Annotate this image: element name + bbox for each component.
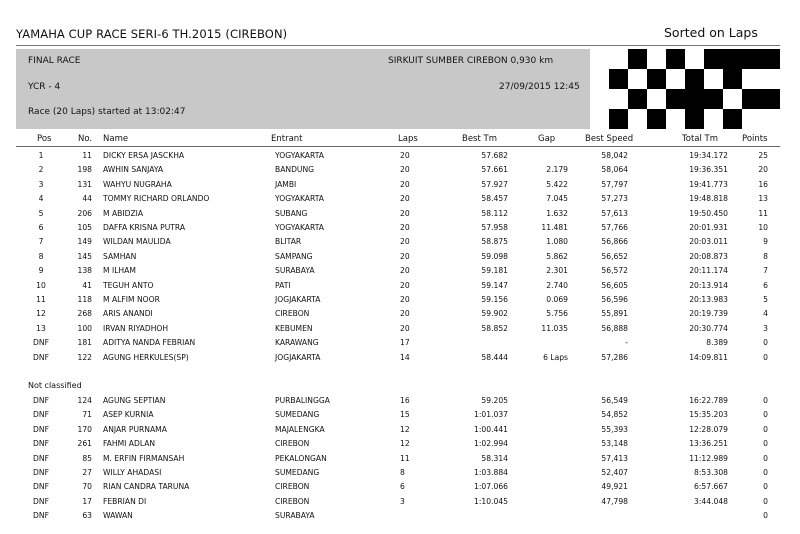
cell-total: 19:50.450 — [689, 208, 728, 218]
table-row — [0, 237, 800, 250]
cell-best: 1:07.066 — [474, 482, 508, 492]
cell-speed: 56,572 — [601, 266, 628, 276]
cell-speed: 58,064 — [601, 165, 628, 175]
cell-no: 27 — [82, 468, 92, 477]
cell-speed: 57,797 — [601, 179, 628, 189]
cell-total: 20:19.739 — [689, 309, 728, 319]
cell-no: 124 — [77, 396, 92, 405]
race-name: FINAL RACE — [28, 56, 81, 66]
cell-points: 0 — [763, 396, 768, 405]
cell-no: 71 — [82, 410, 92, 420]
cell-pos: 11 — [36, 295, 46, 304]
cell-total: 8:53.308 — [694, 468, 728, 477]
cell-laps: 20 — [400, 251, 410, 261]
header-divider — [16, 146, 780, 147]
checkered-flag — [590, 49, 780, 129]
cell-no: 206 — [77, 208, 92, 218]
cell-no: 181 — [77, 338, 92, 348]
cell-laps: 20 — [400, 179, 410, 189]
cell-laps: 17 — [400, 338, 410, 348]
cell-speed: 53,148 — [601, 439, 628, 449]
cell-total: 8.389 — [706, 338, 728, 348]
cell-speed: 52,407 — [601, 468, 628, 477]
cell-speed: 55,891 — [601, 309, 628, 319]
cell-entrant: CIREBON — [275, 439, 310, 449]
cell-total: 13:36.251 — [689, 439, 728, 449]
cell-pos: DNF — [33, 511, 49, 521]
cell-entrant: SURABAYA — [275, 266, 315, 276]
cell-best: 57.661 — [481, 165, 508, 175]
cell-entrant: BLITAR — [275, 237, 302, 247]
cell-no: 198 — [77, 165, 92, 175]
cell-name: DAFFA KRISNA PUTRA — [103, 223, 186, 232]
cell-name: M ILHAM — [103, 266, 136, 276]
table-row — [0, 266, 800, 279]
cell-gap: 2.179 — [546, 165, 568, 175]
cell-laps: 14 — [400, 352, 410, 362]
cell-name: ASEP KURNIA — [103, 410, 154, 420]
cell-name: ARIS ANANDI — [103, 309, 153, 319]
cell-points: 0 — [763, 352, 768, 362]
cell-gap: 11.481 — [541, 223, 568, 232]
cell-name: WILDAN MAULIDA — [103, 237, 171, 247]
cell-points: 0 — [763, 453, 768, 463]
cell-no: 149 — [77, 237, 92, 247]
cell-points: 6 — [763, 280, 768, 290]
cell-no: 131 — [77, 179, 92, 189]
cell-laps: 20 — [400, 309, 410, 319]
cell-laps: 3 — [400, 496, 405, 506]
cell-best: 59.205 — [481, 396, 508, 405]
cell-total: 11:12.989 — [689, 453, 728, 463]
cell-no: 170 — [77, 424, 92, 434]
col-no: No. — [78, 134, 93, 144]
cell-no: 138 — [77, 266, 92, 276]
cell-entrant: JOGJAKARTA — [275, 352, 321, 362]
cell-name: AGUNG HERKULES(SP) — [103, 352, 189, 362]
cell-pos: DNF — [33, 453, 49, 463]
col-entrant: Entrant — [271, 134, 303, 144]
cell-laps: 12 — [400, 424, 410, 434]
cell-no: 105 — [77, 223, 92, 232]
cell-no: 85 — [82, 453, 92, 463]
cell-best: 1:10.045 — [474, 496, 508, 506]
cell-best: 59.902 — [481, 309, 508, 319]
cell-points: 13 — [758, 194, 768, 204]
cell-no: 41 — [82, 280, 92, 290]
cell-name: SAMHAN — [103, 251, 137, 261]
col-pos: Pos — [37, 134, 52, 144]
cell-pos: 13 — [36, 323, 46, 333]
cell-entrant: YOGYAKARTA — [275, 223, 324, 232]
cell-points: 20 — [758, 165, 768, 175]
cell-name: ANJAR PURNAMA — [103, 424, 167, 434]
cell-best: 58.457 — [481, 194, 508, 204]
sort-label: Sorted on Laps — [664, 25, 758, 40]
cell-gap: 6 Laps — [543, 352, 568, 362]
cell-points: 11 — [758, 208, 768, 218]
cell-points: 0 — [763, 410, 768, 420]
cell-pos: 2 — [38, 165, 44, 175]
cell-speed: 56,605 — [601, 280, 628, 290]
cell-entrant: JAMBI — [275, 179, 297, 189]
cell-points: 5 — [763, 295, 768, 304]
table-row — [0, 468, 800, 481]
cell-points: 16 — [758, 179, 768, 189]
cell-name: AWHIN SANJAYA — [103, 165, 164, 175]
cell-pos: 12 — [36, 309, 46, 319]
race-info-band — [16, 49, 780, 129]
cell-no: 63 — [82, 511, 92, 521]
table-row — [0, 338, 800, 351]
race-class: YCR - 4 — [28, 82, 61, 92]
cell-name: M. ERFIN FIRMANSAH — [103, 453, 185, 463]
cell-gap: 1.632 — [546, 208, 568, 218]
cell-total: 14:09.811 — [689, 352, 728, 362]
cell-entrant: KEBUMEN — [275, 323, 313, 333]
cell-laps: 20 — [400, 266, 410, 276]
cell-pos: 1 — [38, 151, 44, 160]
cell-name: WAHYU NUGRAHA — [103, 179, 172, 189]
cell-name: FAHMI ADLAN — [103, 439, 156, 449]
table-row — [0, 396, 800, 409]
cell-points: 0 — [763, 511, 768, 521]
cell-entrant: BANDUNG — [275, 165, 315, 175]
cell-pos: DNF — [33, 338, 49, 348]
table-row — [0, 281, 800, 294]
cell-laps: 20 — [400, 295, 410, 304]
cell-entrant: CIREBON — [275, 309, 310, 319]
cell-pos: DNF — [33, 468, 49, 477]
cell-points: 3 — [763, 323, 768, 333]
cell-total: 19:41.773 — [689, 179, 728, 189]
cell-gap: 5.756 — [546, 309, 568, 319]
cell-entrant: CIREBON — [275, 482, 310, 492]
cell-best: 1:00.441 — [474, 424, 508, 434]
col-gap: Gap — [538, 134, 556, 144]
cell-total: 15:35.203 — [689, 410, 728, 420]
table-row — [0, 180, 800, 193]
cell-best: 1:02.994 — [474, 439, 508, 449]
cell-gap: 11.035 — [541, 323, 568, 333]
table-row — [0, 209, 800, 222]
cell-laps: 20 — [400, 194, 410, 204]
cell-name: FEBRIAN DI — [103, 496, 147, 506]
col-best: Best Tm — [462, 134, 497, 144]
cell-speed: 57,413 — [601, 453, 628, 463]
cell-total: 19:48.818 — [689, 194, 728, 204]
cell-pos: 5 — [38, 208, 44, 218]
cell-laps: 6 — [400, 482, 405, 492]
table-row — [0, 353, 800, 366]
cell-pos: DNF — [33, 396, 49, 405]
cell-entrant: SUMEDANG — [275, 468, 320, 477]
cell-entrant: KARAWANG — [275, 338, 319, 348]
cell-gap: 0.069 — [546, 295, 568, 304]
cell-best: 59.156 — [481, 295, 508, 304]
cell-name: M ALFIM NOOR — [103, 295, 160, 304]
cell-pos: DNF — [33, 439, 49, 449]
cell-total: 6:57.667 — [694, 482, 728, 492]
cell-gap: 5.862 — [546, 251, 568, 261]
cell-points: 9 — [763, 237, 768, 247]
cell-total: 20:01.931 — [689, 223, 728, 232]
cell-no: 118 — [77, 295, 92, 304]
cell-speed: 57,286 — [601, 352, 628, 362]
cell-speed: 58,042 — [601, 151, 628, 160]
cell-total: 20:11.174 — [689, 266, 728, 276]
cell-speed: 54,852 — [601, 410, 628, 420]
cell-best: 58.852 — [481, 323, 508, 333]
cell-pos: 8 — [38, 251, 44, 261]
cell-points: 4 — [763, 309, 768, 319]
table-row — [0, 410, 800, 423]
cell-entrant: SUBANG — [275, 208, 308, 218]
cell-best: 59.098 — [481, 251, 508, 261]
cell-entrant: PURBALINGGA — [275, 396, 330, 405]
table-row — [0, 194, 800, 207]
cell-best: 57.927 — [481, 179, 508, 189]
cell-total: 20:08.873 — [689, 251, 728, 261]
title-divider — [16, 45, 780, 46]
cell-total: 19:36.351 — [689, 165, 728, 175]
table-row — [0, 454, 800, 467]
table-row — [0, 425, 800, 438]
cell-no: 70 — [82, 482, 92, 492]
cell-no: 44 — [82, 194, 92, 204]
cell-speed: 56,866 — [601, 237, 628, 247]
cell-laps: 11 — [400, 453, 410, 463]
cell-entrant: CIREBON — [275, 496, 310, 506]
table-row — [0, 497, 800, 510]
table-row — [0, 165, 800, 178]
cell-points: 0 — [763, 338, 768, 348]
cell-name: WILLY AHADASI — [103, 468, 162, 477]
cell-pos: DNF — [33, 482, 49, 492]
cell-laps: 20 — [400, 165, 410, 175]
cell-entrant: PATI — [275, 280, 291, 290]
cell-no: 122 — [77, 352, 92, 362]
cell-best: 1:03.884 — [474, 468, 508, 477]
table-row — [0, 324, 800, 337]
cell-laps: 20 — [400, 237, 410, 247]
track-name: SIRKUIT SUMBER CIREBON 0,930 km — [388, 56, 554, 66]
cell-gap: 7.045 — [546, 194, 568, 204]
cell-points: 0 — [763, 468, 768, 477]
cell-name: TEGUH ANTO — [103, 280, 154, 290]
cell-gap: 2.740 — [546, 280, 568, 290]
cell-points: 8 — [763, 251, 768, 261]
results-title: YAMAHA CUP RACE SERI-6 TH.2015 (CIREBON) — [16, 27, 288, 41]
table-row — [0, 511, 800, 524]
col-total: Total Tm — [682, 134, 719, 144]
col-points: Points — [742, 134, 768, 144]
cell-name: TOMMY RICHARD ORLANDO — [103, 194, 210, 204]
cell-points: 0 — [763, 482, 768, 492]
cell-total: 3:44.048 — [694, 496, 728, 506]
not-classified-label: Not classified — [28, 381, 82, 390]
cell-gap: 2.301 — [546, 266, 568, 276]
cell-gap: 1.080 — [546, 237, 568, 247]
cell-name: DICKY ERSA JASCKHA — [103, 151, 185, 160]
race-start: Race (20 Laps) started at 13:02:47 — [28, 107, 186, 117]
cell-speed: 56,549 — [601, 396, 628, 405]
table-row — [0, 309, 800, 322]
cell-entrant: JOGJAKARTA — [275, 295, 321, 304]
cell-points: 0 — [763, 424, 768, 434]
cell-pos: 10 — [36, 280, 46, 290]
cell-gap: 5.422 — [546, 179, 568, 189]
cell-no: 268 — [77, 309, 92, 319]
cell-best: 58.444 — [481, 352, 508, 362]
cell-best: 59.147 — [481, 280, 508, 290]
cell-best: 57.958 — [481, 223, 508, 232]
cell-total: 20:13.914 — [689, 280, 728, 290]
cell-name: WAWAN — [103, 511, 133, 521]
table-row — [0, 223, 800, 236]
cell-pos: 3 — [38, 179, 44, 189]
col-speed: Best Speed — [585, 134, 634, 144]
cell-points: 0 — [763, 496, 768, 506]
cell-pos: DNF — [33, 410, 49, 420]
cell-pos: 6 — [38, 223, 44, 232]
col-name: Name — [103, 134, 129, 144]
cell-name: IRVAN RIYADHOH — [103, 323, 169, 333]
cell-entrant: PEKALONGAN — [275, 453, 327, 463]
cell-speed: 57,613 — [601, 208, 628, 218]
cell-laps: 16 — [400, 396, 410, 405]
cell-total: 16:22.789 — [689, 396, 728, 405]
cell-laps: 20 — [400, 151, 410, 160]
cell-name: ADITYA NANDA FEBRIAN — [103, 338, 196, 348]
cell-pos: DNF — [33, 496, 49, 506]
cell-laps: 20 — [400, 208, 410, 218]
cell-best: 58.314 — [481, 453, 508, 463]
cell-entrant: YOGYAKARTA — [275, 194, 324, 204]
cell-best: 59.181 — [481, 266, 508, 276]
cell-name: M ABIDZIA — [103, 208, 144, 218]
table-row — [0, 482, 800, 495]
cell-speed: 57,273 — [601, 194, 628, 204]
cell-speed: 56,596 — [601, 295, 628, 304]
cell-entrant: SAMPANG — [275, 251, 313, 261]
cell-laps: 20 — [400, 223, 410, 232]
cell-no: 11 — [82, 151, 92, 160]
cell-no: 261 — [77, 439, 92, 449]
cell-speed: 47,798 — [601, 496, 628, 506]
cell-best: 58.875 — [481, 237, 508, 247]
cell-speed: 55,393 — [601, 424, 628, 434]
cell-best: 1:01.037 — [474, 410, 508, 420]
cell-laps: 12 — [400, 439, 410, 449]
cell-entrant: SUMEDANG — [275, 410, 320, 420]
cell-pos: 9 — [38, 266, 44, 276]
cell-laps: 8 — [400, 468, 405, 477]
cell-points: 7 — [763, 266, 768, 276]
cell-speed: 56,652 — [601, 251, 628, 261]
cell-best: 58.112 — [481, 208, 508, 218]
cell-pos: 4 — [38, 194, 44, 204]
cell-speed: - — [625, 338, 628, 348]
cell-points: 25 — [758, 151, 768, 160]
cell-speed: 57,766 — [601, 223, 628, 232]
table-row — [0, 252, 800, 265]
cell-no: 145 — [77, 251, 92, 261]
cell-pos: 7 — [38, 237, 44, 247]
cell-points: 10 — [758, 223, 768, 232]
cell-laps: 20 — [400, 280, 410, 290]
cell-total: 20:13.983 — [689, 295, 728, 304]
cell-points: 0 — [763, 439, 768, 449]
col-laps: Laps — [398, 134, 418, 144]
cell-pos: DNF — [33, 352, 49, 362]
cell-no: 100 — [77, 323, 92, 333]
table-row — [0, 439, 800, 452]
cell-name: RIAN CANDRA TARUNA — [103, 482, 190, 492]
cell-total: 12:28.079 — [689, 424, 728, 434]
cell-speed: 56,888 — [601, 323, 628, 333]
table-row — [0, 151, 800, 164]
cell-entrant: YOGYAKARTA — [275, 151, 324, 160]
cell-speed: 49,921 — [601, 482, 628, 492]
cell-total: 20:03.011 — [689, 237, 728, 247]
cell-name: AGUNG SEPTIAN — [103, 396, 166, 405]
table-row — [0, 295, 800, 308]
cell-best: 57.682 — [481, 151, 508, 160]
cell-pos: DNF — [33, 424, 49, 434]
cell-laps: 20 — [400, 323, 410, 333]
race-datetime: 27/09/2015 12:45 — [499, 82, 580, 92]
cell-laps: 15 — [400, 410, 410, 420]
cell-entrant: MAJALENGKA — [275, 424, 325, 434]
cell-entrant: SURABAYA — [275, 511, 315, 521]
cell-no: 17 — [82, 496, 92, 506]
cell-total: 19:34.172 — [689, 151, 728, 160]
cell-total: 20:30.774 — [689, 323, 728, 333]
